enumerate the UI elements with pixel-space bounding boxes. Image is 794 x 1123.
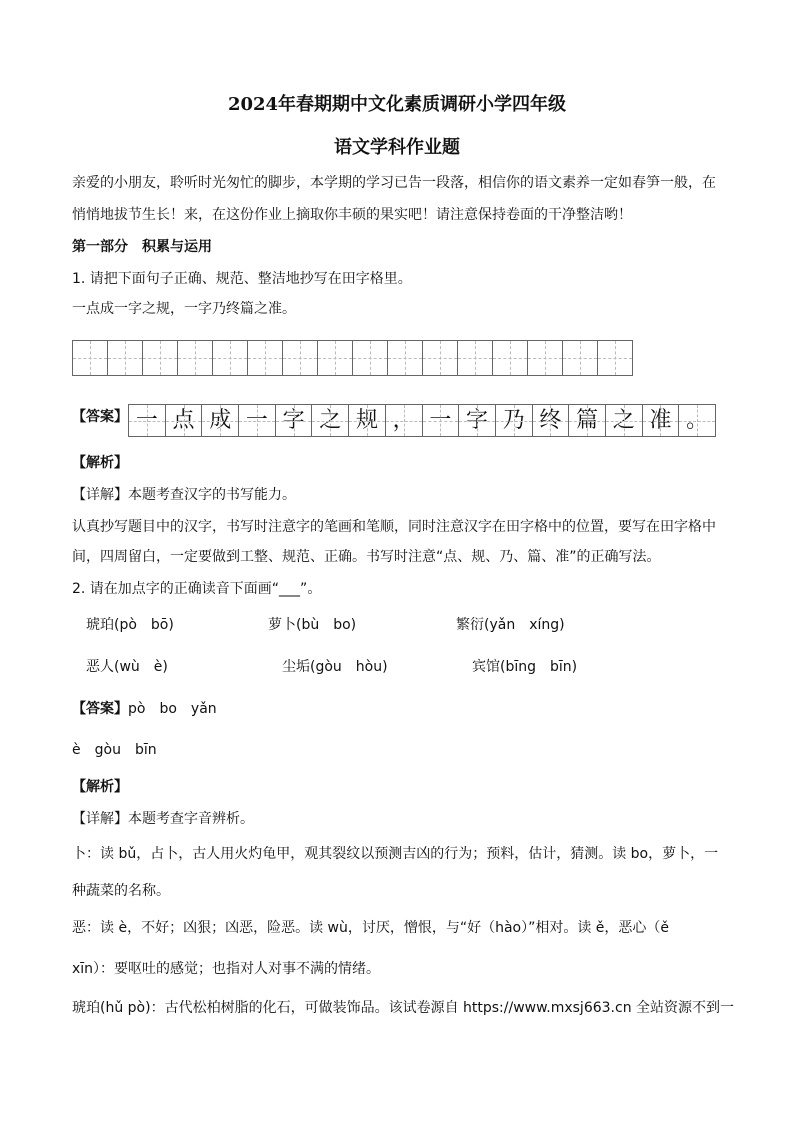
- q2-detail: 【详解】本题考查字音辨析。: [72, 811, 254, 827]
- q2-explain-4: xīn）：要呕吐的感觉；也指对人对事不满的情绪。: [72, 961, 381, 977]
- answer-char: 一: [239, 405, 276, 437]
- grid-cell: [353, 341, 388, 376]
- answer-char: 一: [423, 405, 460, 437]
- grid-cell: [528, 341, 563, 376]
- tianzige-blank-grid: [72, 340, 633, 376]
- grid-cell: [283, 341, 318, 376]
- q1-explain-1: 认真抄写题目中的汉字，书写时注意字的笔画和笔顺，同时注意汉字在田字格中的位置，要写在田字格中: [72, 519, 716, 535]
- answer-char: ，: [386, 405, 423, 437]
- answer-char: 之: [606, 405, 643, 437]
- page-title: 2024年春期期中文化素质调研小学四年级: [227, 94, 567, 115]
- intro-line-1: 亲爱的小朋友，聆听时光匆忙的脚步，本学期的学习已告一段落，相信你的语文素养一定如春笋一般，在: [72, 175, 716, 191]
- grid-cell: [108, 341, 143, 376]
- q1-answer-label: 【答案】: [72, 409, 128, 425]
- q2-item: 宾馆(bīng bīn): [472, 659, 578, 675]
- grid-cell: [563, 341, 598, 376]
- grid-cell: [493, 341, 528, 376]
- tianzige-answer-grid: [128, 404, 716, 437]
- q2-item: 萝卜(bù bo): [268, 617, 357, 633]
- q2-analysis-label: 【解析】: [72, 779, 128, 795]
- q2-answer-line-1: pò bo yǎn: [128, 701, 217, 717]
- q1-explain-2: 间，四周留白，一定要做到工整、规范、正确。书写时注意“点、规、乃、篇、准”的正确写法。: [72, 549, 661, 565]
- q2-item: 繁衍(yǎn xíng): [456, 617, 565, 633]
- answer-char: 字: [459, 405, 496, 437]
- q2-answer-line-2: è gòu bīn: [72, 742, 157, 758]
- q2-answer-label: 【答案】: [72, 701, 128, 717]
- part-heading: 第一部分 积累与运用: [72, 239, 212, 255]
- answer-char: 终: [533, 405, 570, 437]
- answer-char: 字: [276, 405, 313, 437]
- grid-cell: [458, 341, 493, 376]
- grid-cell: [213, 341, 248, 376]
- q1-stem: 1. 请把下面句子正确、规范、整洁地抄写在田字格里。: [72, 271, 412, 287]
- grid-cell: [318, 341, 353, 376]
- answer-char: 篇: [569, 405, 606, 437]
- answer-char: 规: [349, 405, 386, 437]
- page-subtitle: 语文学科作业题: [334, 137, 460, 158]
- q1-analysis-label: 【解析】: [72, 455, 128, 471]
- q1-sentence: 一点成一字之规，一字乃终篇之准。: [72, 301, 296, 317]
- answer-char: 乃: [496, 405, 533, 437]
- grid-cell: [248, 341, 283, 376]
- grid-cell: [143, 341, 178, 376]
- grid-cell: [73, 341, 108, 376]
- q2-stem: 2. 请在加点字的正确读音下面画“___”。: [72, 581, 322, 597]
- answer-char: 一: [129, 405, 166, 437]
- q2-explain-1: 卜：读 bǔ，占卜，古人用火灼龟甲，观其裂纹以预测吉凶的行为；预料，估计，猜测。读 bo，萝卜，一: [72, 846, 719, 862]
- answer-char: 。: [679, 405, 716, 437]
- grid-cell: [388, 341, 423, 376]
- q2-item: 恶人(wù è): [86, 659, 168, 675]
- q2-explain-3: 恶：读 è，不好；凶狠；凶恶，险恶。读 wù，讨厌，憎恨，与“好（hào）”相对。读 ě，恶心（ě: [72, 920, 670, 936]
- grid-cell: [178, 341, 213, 376]
- grid-cell: [423, 341, 458, 376]
- q2-item: 尘垢(gòu hòu): [282, 659, 388, 675]
- grid-cell: [598, 341, 633, 376]
- intro-line-2: 悄悄地拔节生长！来，在这份作业上摘取你丰硕的果实吧！请注意保持卷面的干净整洁哟！: [72, 207, 632, 223]
- answer-char: 之: [312, 405, 349, 437]
- answer-char: 成: [202, 405, 239, 437]
- q2-item: 琥珀(pò bō): [86, 617, 174, 633]
- answer-char: 点: [166, 405, 203, 437]
- answer-char: 准: [643, 405, 680, 437]
- q2-explain-5: 琥珀(hǔ pò)：古代松柏树脂的化石，可做装饰品。该试卷源自 https://www.mxsj663.cn 全站资源不到一: [72, 1000, 735, 1016]
- q1-detail: 【详解】本题考查汉字的书写能力。: [72, 487, 296, 503]
- q2-explain-2: 种蔬菜的名称。: [72, 883, 170, 899]
